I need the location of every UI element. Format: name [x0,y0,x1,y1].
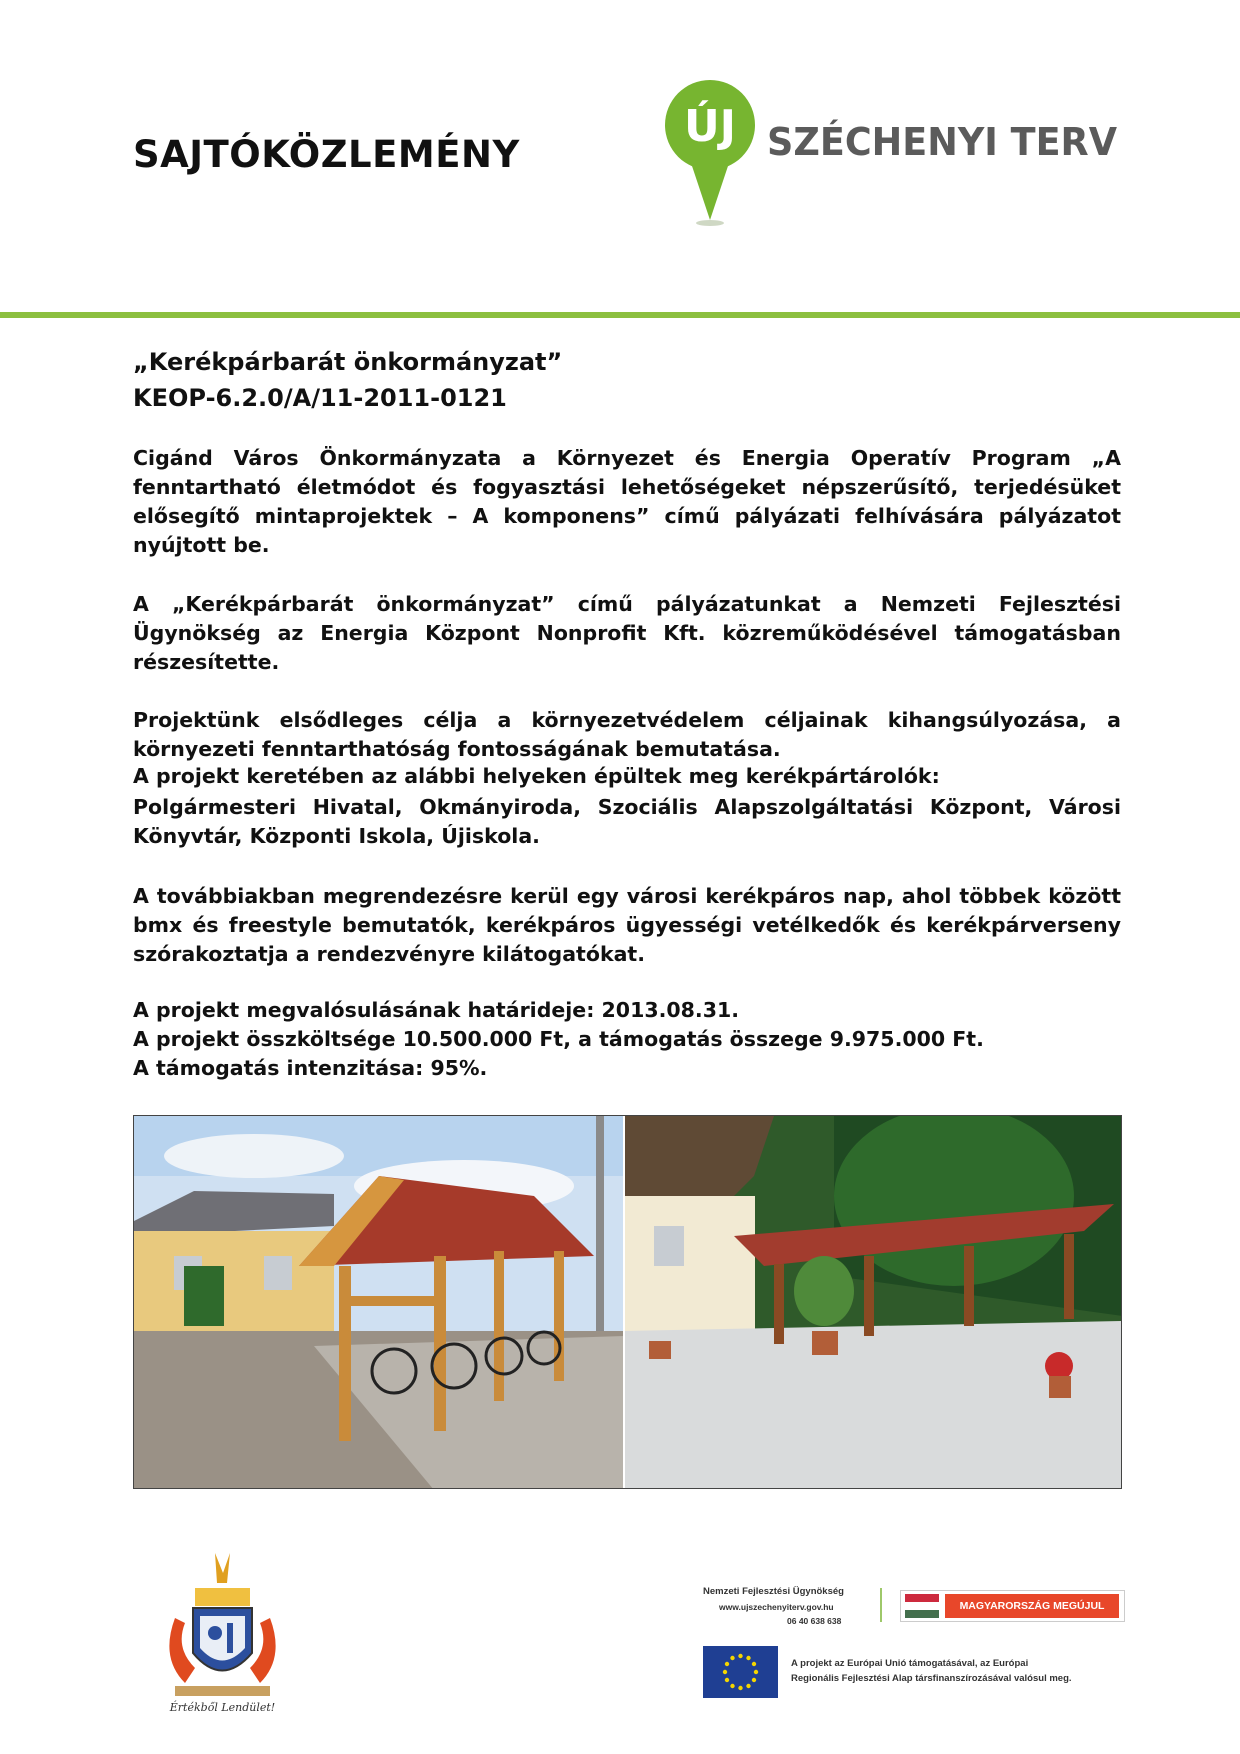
hungary-renews-slogan: MAGYARORSZÁG MEGÚJUL [945,1594,1119,1618]
green-divider [0,312,1240,318]
paragraph-locations: Polgármesteri Hivatal, Okmányiroda, Szociális Alapszolgáltatási Központ, Városi Könyvtár, Központi Iskola, Újiskola. [133,795,1121,848]
project-name: „Kerékpárbarát önkormányzat” [133,348,563,376]
logo-badge-text: ÚJ [683,101,737,152]
crest-motto: Értékből Lendület! [169,1701,276,1714]
logo-name-text: SZÉCHENYI TERV [767,120,1118,164]
project-cost: A projekt összköltsége 10.500.000 Ft, a támogatás összege 9.975.000 Ft. [133,1027,984,1051]
bike-shelter-photo-1 [134,1116,624,1489]
crest-icon [155,1548,290,1723]
bike-shelter-photo-2 [625,1116,1122,1489]
logo-separator [880,1588,882,1622]
agency-url: www.ujszechenyiterv.gov.hu [719,1602,834,1612]
page-title: SAJTÓKÖZLEMÉNY [133,133,520,176]
support-intensity: A támogatás intenzitása: 95%. [133,1056,488,1080]
agency-phone: 06 40 638 638 [787,1616,842,1626]
eu-funding-line-1: A projekt az Európai Unió támogatásával, az Európai [791,1658,1029,1669]
project-code: KEOP-6.2.0/A/11-2011-0121 [133,384,507,412]
agency-name: Nemzeti Fejlesztési Ügynökség [703,1586,844,1597]
town-crest [155,1548,290,1723]
paragraph-goal: Projektünk elsődleges célja a környezetvédelem céljainak kihangsúlyozása, a környezeti fenntarthatóság fontosságának bemutatása. [133,708,1121,761]
bike-shelter-photos [134,1116,1122,1489]
hungary-renews-logo [900,1590,1125,1622]
paragraph-locations-intro: A projekt keretében az alábbi helyeken épültek meg kerékpártárolók: [133,764,940,788]
paragraph-application: Cigánd Város Önkormányzata a Környezet és Energia Operatív Program „A fenntartható életmódot és fogyasztási lehetőségeket népszerűsítő, terjedésüket elősegítő mintaprojektek – A komponens” című pályázati felhívására pályázatot nyújtott be. [133,446,1121,557]
uj-szechenyi-terv-logo [660,80,1130,230]
project-deadline: A projekt megvalósulásának határideje: 2013.08.31. [133,998,740,1022]
funding-logos [695,1578,1125,1708]
eu-funding-line-2: Regionális Fejlesztési Alap társfinanszírozásával valósul meg. [791,1673,1072,1684]
eu-flag-icon [703,1646,778,1698]
hungarian-flag-icon [905,1594,939,1618]
paragraph-grant: A „Kerékpárbarát önkormányzat” című pályázatunkat a Nemzeti Fejlesztési Ügynökség az Energia Központ Nonprofit Kft. közreműködésével támogatásban részesítette. [133,592,1121,674]
photo-strip [133,1115,1122,1489]
paragraph-bike-day: A továbbiakban megrendezésre kerül egy városi kerékpáros nap, ahol többek között bmx és freestyle bemutatók, kerékpáros ügyességi vetélkedők és kerékpárverseny szórakoztatja a rendezvényre kilátogatókat. [133,884,1121,966]
